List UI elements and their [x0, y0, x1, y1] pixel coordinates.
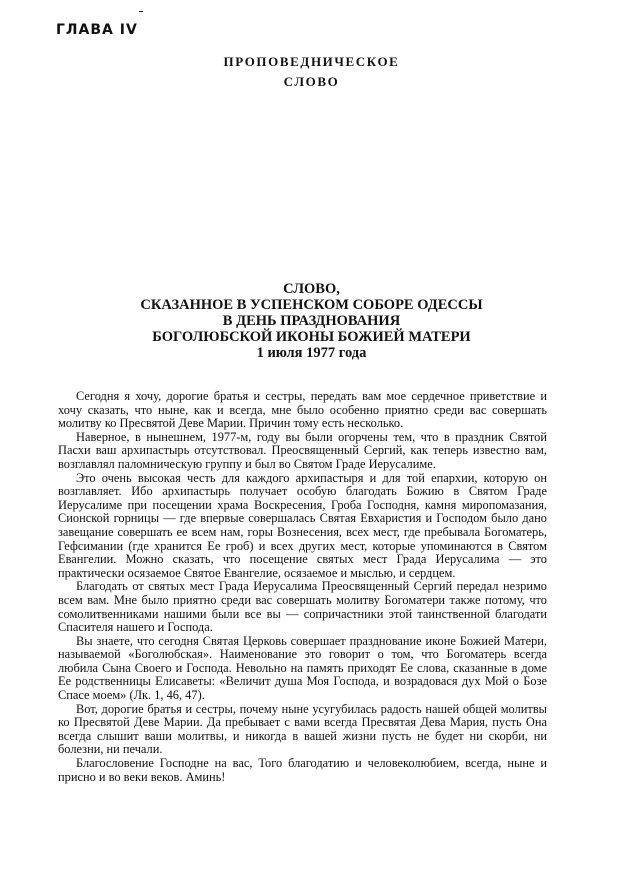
heading-line-2: СКАЗАННОЕ В УСПЕНСКОМ СОБОРЕ ОДЕССЫ — [140, 297, 483, 313]
paragraph: Это очень высокая честь для каждого архипастыря и для той епархии, которую он возглавляет. Ибо архипастырь получает особую благодать Божию в Святом Граде Иерусалиме при посещении храма Воскресения, Гроба Господня, камня миропомазания, Сионской горницы — где впервые совершалась Святая Евхаристия и Господом было дано завещание совершать ее всем нам, горы Вознесения, всех мест, где пребывала Богоматерь, Гефсимании (где хранится Ее гроб) и всех других мест, которые упоминаются в Святом Евангелии. Можно сказать, что посещение святых мест Града Иерусалима — это практически осязаемое Святое Евангелие, осязаемое и мыслью, и сердцем. — [58, 470, 547, 580]
chapter-label: ГЛАВА IV — [56, 22, 138, 38]
paragraph: Вы знаете, что сегодня Святая Церковь совершает празднование иконе Божией Матери, называемой «Боголюбская». Наименование это говорит о том, что Богоматерь всегда любила Сына Своего и Господа. Невольно на память приходят Ее слова, сказанные в доме Ее родственницы Елисаветы: «Величит душа Моя Господа, и возрадовася дух Мой о Бозе Спасе моем» (Лк. 1, 46, 47). — [58, 633, 547, 703]
heading-line-3: В ДЕНЬ ПРАЗДНОВАНИЯ — [222, 313, 401, 329]
paragraph: Сегодня я хочу, дорогие братья и сестры, передать вам мое сердечное приветствие и хочу сказать, что ныне, как и всегда, мне было особенно приятно среди вас совершать молитву ко Пресвятой Деве Марии. Причин тому есть несколько. — [58, 389, 547, 431]
section-title-line-1: ПРОПОВЕДНИЧЕСКОЕ — [223, 54, 400, 69]
paragraph: Благословение Господне на вас, Того благодатию и человеколюбием, всегда, ныне и присно и во веки веков. Аминь! — [58, 756, 547, 784]
page-mark — [139, 11, 143, 12]
section-title-line-2: СЛОВО — [283, 74, 340, 89]
sermon-heading — [0, 281, 623, 361]
heading-line-4: БОГОЛЮБСКОЙ ИКОНЫ БОЖИЕЙ МАТЕРИ — [152, 329, 471, 345]
paragraph: Наверное, в нынешнем, 1977-м, году вы были огорчены тем, что в праздник Святой Пасхи ваш архипастырь отсутствовал. Преосвященный Сергий, как теперь известно вам, возглавлял паломническую группу и был во Святом Граде Иерусалиме. — [58, 429, 547, 471]
paragraph: Вот, дорогие братья и сестры, почему ныне усугубилась радость нашей общей молитвы ко Пресвятой Деве Марии. Да пребывает с вами всегда Пресвятая Дева Мария, пусть Она всегда слышит ваши молитвы, и никогда в вашей жизни пусть не будет ни скорби, ни болезни, ни печали. — [58, 701, 547, 757]
heading-line-1: СЛОВО, — [283, 281, 340, 297]
paragraph: Благодать от святых мест Града Иерусалима Преосвященный Сергий передал незримо всем вам. Мне было приятно среди вас совершать молитву Богоматери также потому, что сомолитвенниками нашими были все вы — сопричастники этой таинственной благодати Спасителя нашего и Господа. — [58, 579, 547, 635]
sermon-body — [58, 390, 547, 784]
heading-date: 1 июля 1977 года — [256, 345, 367, 361]
